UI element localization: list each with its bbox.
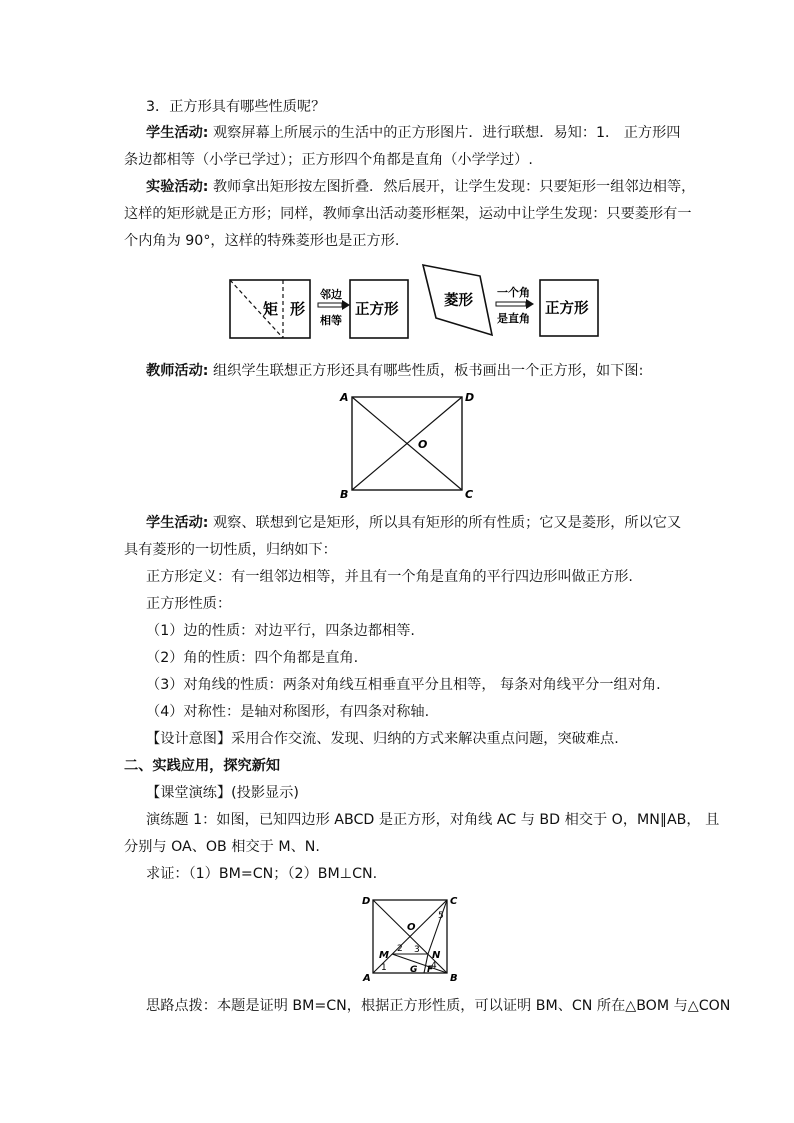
classroom-exercise: 【课堂演练】(投影显示) xyxy=(146,785,299,801)
label-o: O xyxy=(418,438,428,451)
label-experiment-activity: 实验活动: xyxy=(146,179,209,195)
property-symmetry: （4）对称性：是轴对称图形，有四条对称轴. xyxy=(146,704,430,720)
experiment-activity: 实验活动: 教师拿出矩形按左图折叠．然后展开，让学生发现：只要矩形一组邻边相等， xyxy=(146,179,696,195)
section-heading-practice: 二、实践应用，探究新知 xyxy=(124,758,281,774)
label-g-exercise: G xyxy=(410,965,418,975)
experiment-activity-cont-1: 这样的矩形就是正方形；同样，教师拿出活动菱形框架，运动中让学生发现：只要菱形有一 xyxy=(124,206,692,222)
label-a-exercise: A xyxy=(363,973,371,984)
rhombus-label: 菱形 xyxy=(444,293,473,309)
square-label-2: 正方形 xyxy=(545,301,589,317)
square-definition: 正方形定义：有一组邻边相等，并且有一个角是直角的平行四边形叫做正方形. xyxy=(146,569,633,585)
label-c: C xyxy=(465,488,474,501)
label-d-exercise: D xyxy=(362,896,371,907)
arrow2-top-label: 一个角 xyxy=(497,286,530,299)
exercise-1-cont: 分别与 OA、OB 相交于 M、N. xyxy=(124,839,320,855)
label-teacher-activity: 教师活动: xyxy=(146,363,209,379)
label-d: D xyxy=(465,391,475,404)
arrow2-bottom-label: 是直角 xyxy=(497,312,530,325)
student-activity-2: 学生活动: 观察、联想到它是矩形，所以具有矩形的所有性质；它又是菱形，所以它又 xyxy=(146,515,682,531)
property-diagonals: （3）对角线的性质：两条对角线互相垂直平分且相等， 每条对角线平分一组对角. xyxy=(146,677,661,693)
label-m-exercise: M xyxy=(379,950,389,961)
label-c-exercise: C xyxy=(450,896,458,907)
rect-char-2: 形 xyxy=(290,300,306,318)
student-activity-1: 学生活动: 观察屏幕上所展示的生活中的正方形图片．进行联想．易知：1． 正方形四 xyxy=(146,125,681,141)
angle-3: 3 xyxy=(414,945,420,955)
rect-char-1: 矩 xyxy=(263,300,279,318)
label-n-exercise: N xyxy=(432,950,441,961)
angle-1: 1 xyxy=(381,963,387,973)
label-b-exercise: B xyxy=(450,973,458,984)
label-o-exercise: O xyxy=(407,922,416,933)
label-f-exercise: F xyxy=(427,965,434,975)
property-angles: （2）角的性质：四个角都是直角. xyxy=(146,650,359,666)
angle-4: 4 xyxy=(431,961,437,971)
exercise-1: 演练题 1：如图，已知四边形 ABCD 是正方形，对角线 AC 与 BD 相交于 O，MN∥AB， 且 xyxy=(146,812,720,828)
square-properties-heading: 正方形性质： xyxy=(146,596,232,612)
question-3: 3．正方形具有哪些性质呢？ xyxy=(146,99,326,115)
property-sides: （1）边的性质：对边平行，四条边都相等. xyxy=(146,623,415,639)
label-b: B xyxy=(340,488,349,501)
prove-statement: 求证：（1）BM=CN；（2）BM⊥CN. xyxy=(146,866,378,882)
segment-cn xyxy=(428,900,447,954)
arrow1-bottom-label: 相等 xyxy=(320,314,342,327)
label-student-activity-2: 学生活动: xyxy=(146,515,209,531)
solution-hint: 思路点拨：本题是证明 BM=CN，根据正方形性质，可以证明 BM、CN 所在△BOM 与△CON xyxy=(146,998,731,1014)
arrow1-top-label: 邻边 xyxy=(320,288,342,301)
label-a: A xyxy=(340,391,349,404)
experiment-activity-cont-2: 个内角为 90°，这样的特殊菱形也是正方形. xyxy=(124,233,400,249)
angle-2: 2 xyxy=(397,944,403,954)
student-activity-2-cont: 具有菱形的一切性质，归纳如下： xyxy=(124,542,337,558)
student-activity-1-cont: 条边都相等（小学已学过）；正方形四个角都是直角（小学学过）. xyxy=(124,152,533,168)
label-student-activity: 学生活动: xyxy=(146,125,209,141)
angle-5: 5 xyxy=(438,911,444,921)
design-intent: 【设计意图】采用合作交流、发现、归纳的方式来解决重点问题，突破难点. xyxy=(146,731,619,747)
square-label-1: 正方形 xyxy=(355,302,399,318)
teacher-activity: 教师活动: 组织学生联想正方形还具有哪些性质，板书画出一个正方形，如下图: xyxy=(146,363,644,379)
